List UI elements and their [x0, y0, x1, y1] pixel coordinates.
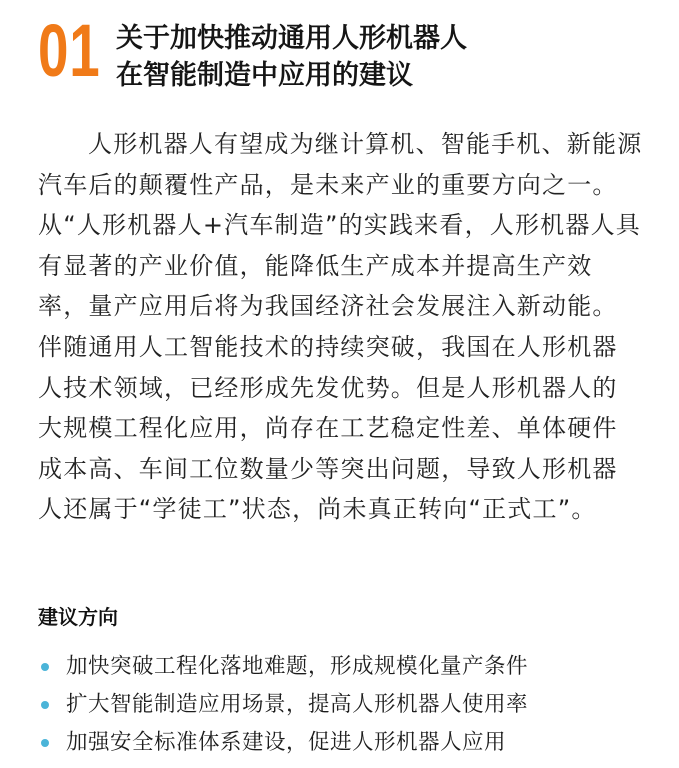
list-item-text: 加快突破工程化落地难题，形成规模化量产条件 — [66, 654, 529, 679]
body-line: 有显著的产业价值，能降低生产成本并提高生产效 — [38, 251, 593, 280]
body-line: 率，量产应用后将为我国经济社会发展注入新动能。 — [38, 292, 618, 321]
section-header — [38, 9, 658, 104]
list-item — [38, 686, 528, 724]
body-line: 人技术领域，已经形成先发优势。但是人形机器人的 — [38, 373, 618, 402]
body-line: 成本高、车间工位数量少等突出问题，导致人形机器 — [38, 454, 618, 483]
bullet-dot-icon — [41, 701, 49, 709]
body-line: 伴随通用人工智能技术的持续突破，我国在人形机器 — [38, 332, 618, 361]
section-title — [116, 20, 467, 94]
section-title-line-1: 关于加快推动通用人形机器人 — [116, 23, 467, 54]
recommendations-list — [38, 648, 528, 762]
body-line: 大规模工程化应用，尚存在工艺稳定性差、单体硬件 — [38, 414, 618, 443]
list-item-text: 加强安全标准体系建设，促进人形机器人应用 — [66, 730, 507, 755]
list-item — [38, 724, 528, 762]
list-item-text: 扩大智能制造应用场景，提高人形机器人使用率 — [66, 692, 529, 717]
recommendations-heading: 建议方向 — [38, 605, 118, 629]
body-line: 汽车后的颠覆性产品，是未来产业的重要方向之一。 — [38, 170, 618, 199]
list-item — [38, 648, 528, 686]
body-paragraph — [38, 124, 642, 530]
section-title-line-2: 在智能制造中应用的建议 — [116, 60, 413, 91]
bullet-dot-icon — [41, 663, 49, 671]
body-line: 人形机器人有望成为继计算机、智能手机、新能源 — [88, 130, 643, 158]
body-line: 人还属于“学徒工”状态，尚未真正转向“正式工”。 — [38, 495, 597, 524]
bullet-dot-icon — [41, 739, 49, 747]
section-number: 01 — [38, 9, 101, 92]
body-line: 从“人形机器人+汽车制造”的实践来看，人形机器人具 — [38, 211, 641, 240]
